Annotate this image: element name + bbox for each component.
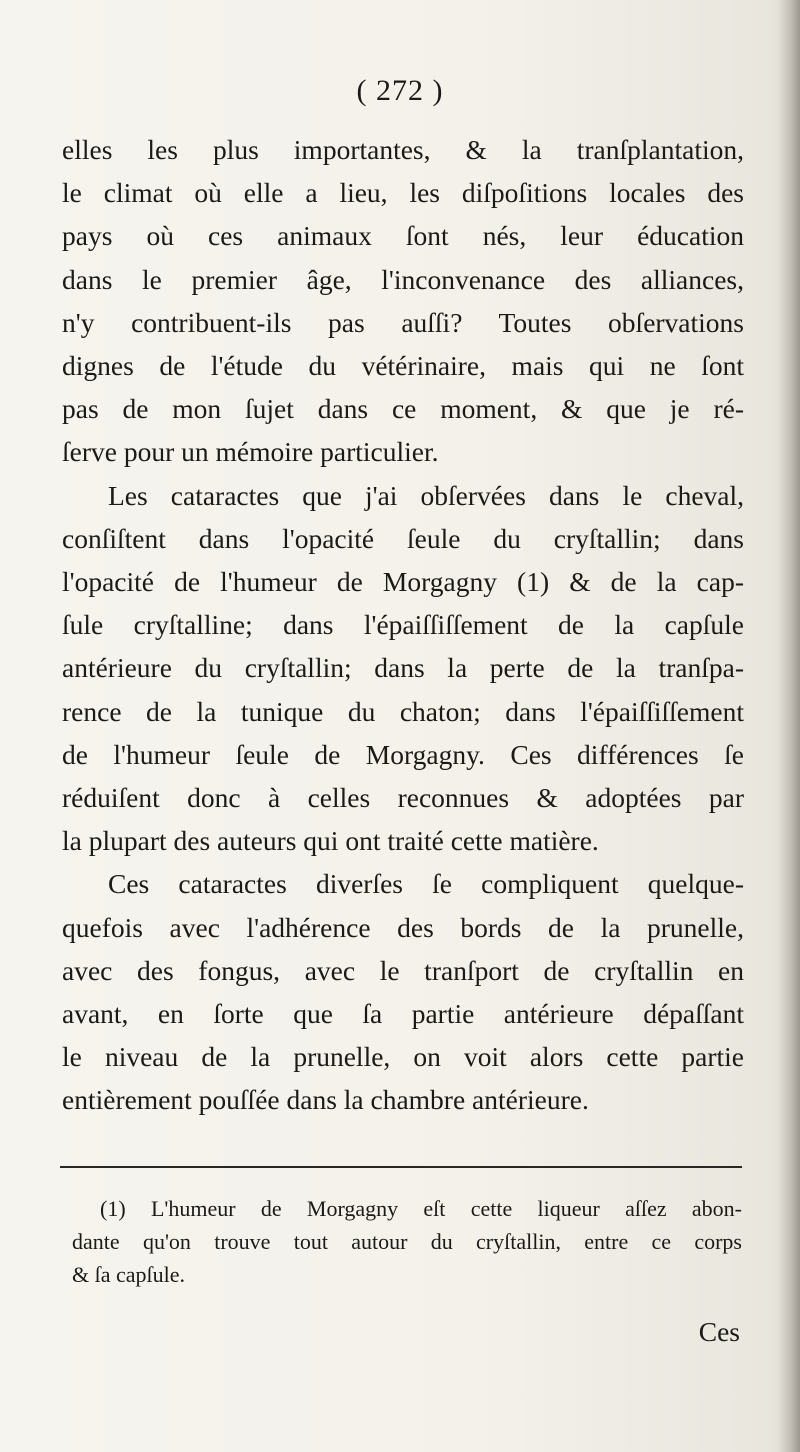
text-line: la plupart des auteurs qui ont traité cette matière. (62, 825, 599, 857)
text-line: conſiſtent dans l'opacité ſeule du cryſtallin; dans (62, 522, 744, 554)
text-line: avant, en ſorte que ſa partie antérieure dépaſſant (62, 998, 744, 1030)
text-line: elles les plus importantes, & la tranſplantation, (62, 134, 744, 165)
text-line: dans le premier âge, l'inconvenance des alliances, (62, 263, 744, 295)
footnote-line: (1) L'humeur de Morgagny eſt cette liqueur aſſez abon- (100, 1196, 742, 1221)
text-line: ſule cryſtalline; dans l'épaiſſiſſement de la capſule (62, 609, 744, 641)
text-line: Les cataractes que j'ai obſervées dans le cheval, (108, 479, 744, 511)
footnote (72, 1192, 742, 1291)
body-text (62, 128, 744, 1122)
text-line: Ces cataractes diverſes ſe compliquent quelque- (108, 868, 744, 900)
text-line: de l'humeur ſeule de Morgagny. Ces différences ſe (62, 738, 744, 770)
text-line: antérieure du cryſtallin; dans la perte de la tranſpa- (62, 652, 744, 684)
text-line: pas de mon ſujet dans ce moment, & que je ré- (62, 393, 744, 425)
text-line: dignes de l'étude du vétérinaire, mais qui ne ſont (62, 350, 744, 382)
text-line: réduiſent donc à celles reconnues & adoptées par (62, 782, 744, 814)
text-line: le niveau de la prunelle, on voit alors cette partie (62, 1041, 744, 1073)
text-line: l'opacité de l'humeur de Morgagny (1) & de la cap- (62, 566, 744, 598)
text-line: ſerve pour un mémoire particulier. (62, 436, 439, 468)
text-line: entièrement pouſſée dans la chambre antérieure. (62, 1084, 589, 1116)
text-line: rence de la tunique du chaton; dans l'épaiſſiſſement (62, 695, 744, 727)
catchword: Ces (698, 1316, 740, 1347)
footnote-rule (60, 1166, 742, 1168)
page-number: ( 272 ) (356, 74, 444, 107)
text-line: avec des fongus, avec le tranſport de cryſtallin en (62, 954, 744, 986)
footnote-line: dante qu'on trouve tout autour du cryſtallin, entre ce corps (72, 1229, 742, 1254)
text-line: n'y contribuent-ils pas auſſi? Toutes obſervations (62, 306, 744, 338)
text-line: pays où ces animaux ſont nés, leur éducation (62, 220, 744, 252)
binding-edge (778, 0, 800, 1452)
text-line: le climat où elle a lieu, les diſpoſitions locales des (62, 177, 744, 209)
footnote-line: & ſa capſule. (72, 1262, 186, 1287)
text-line: quefois avec l'adhérence des bords de la prunelle, (62, 911, 744, 943)
